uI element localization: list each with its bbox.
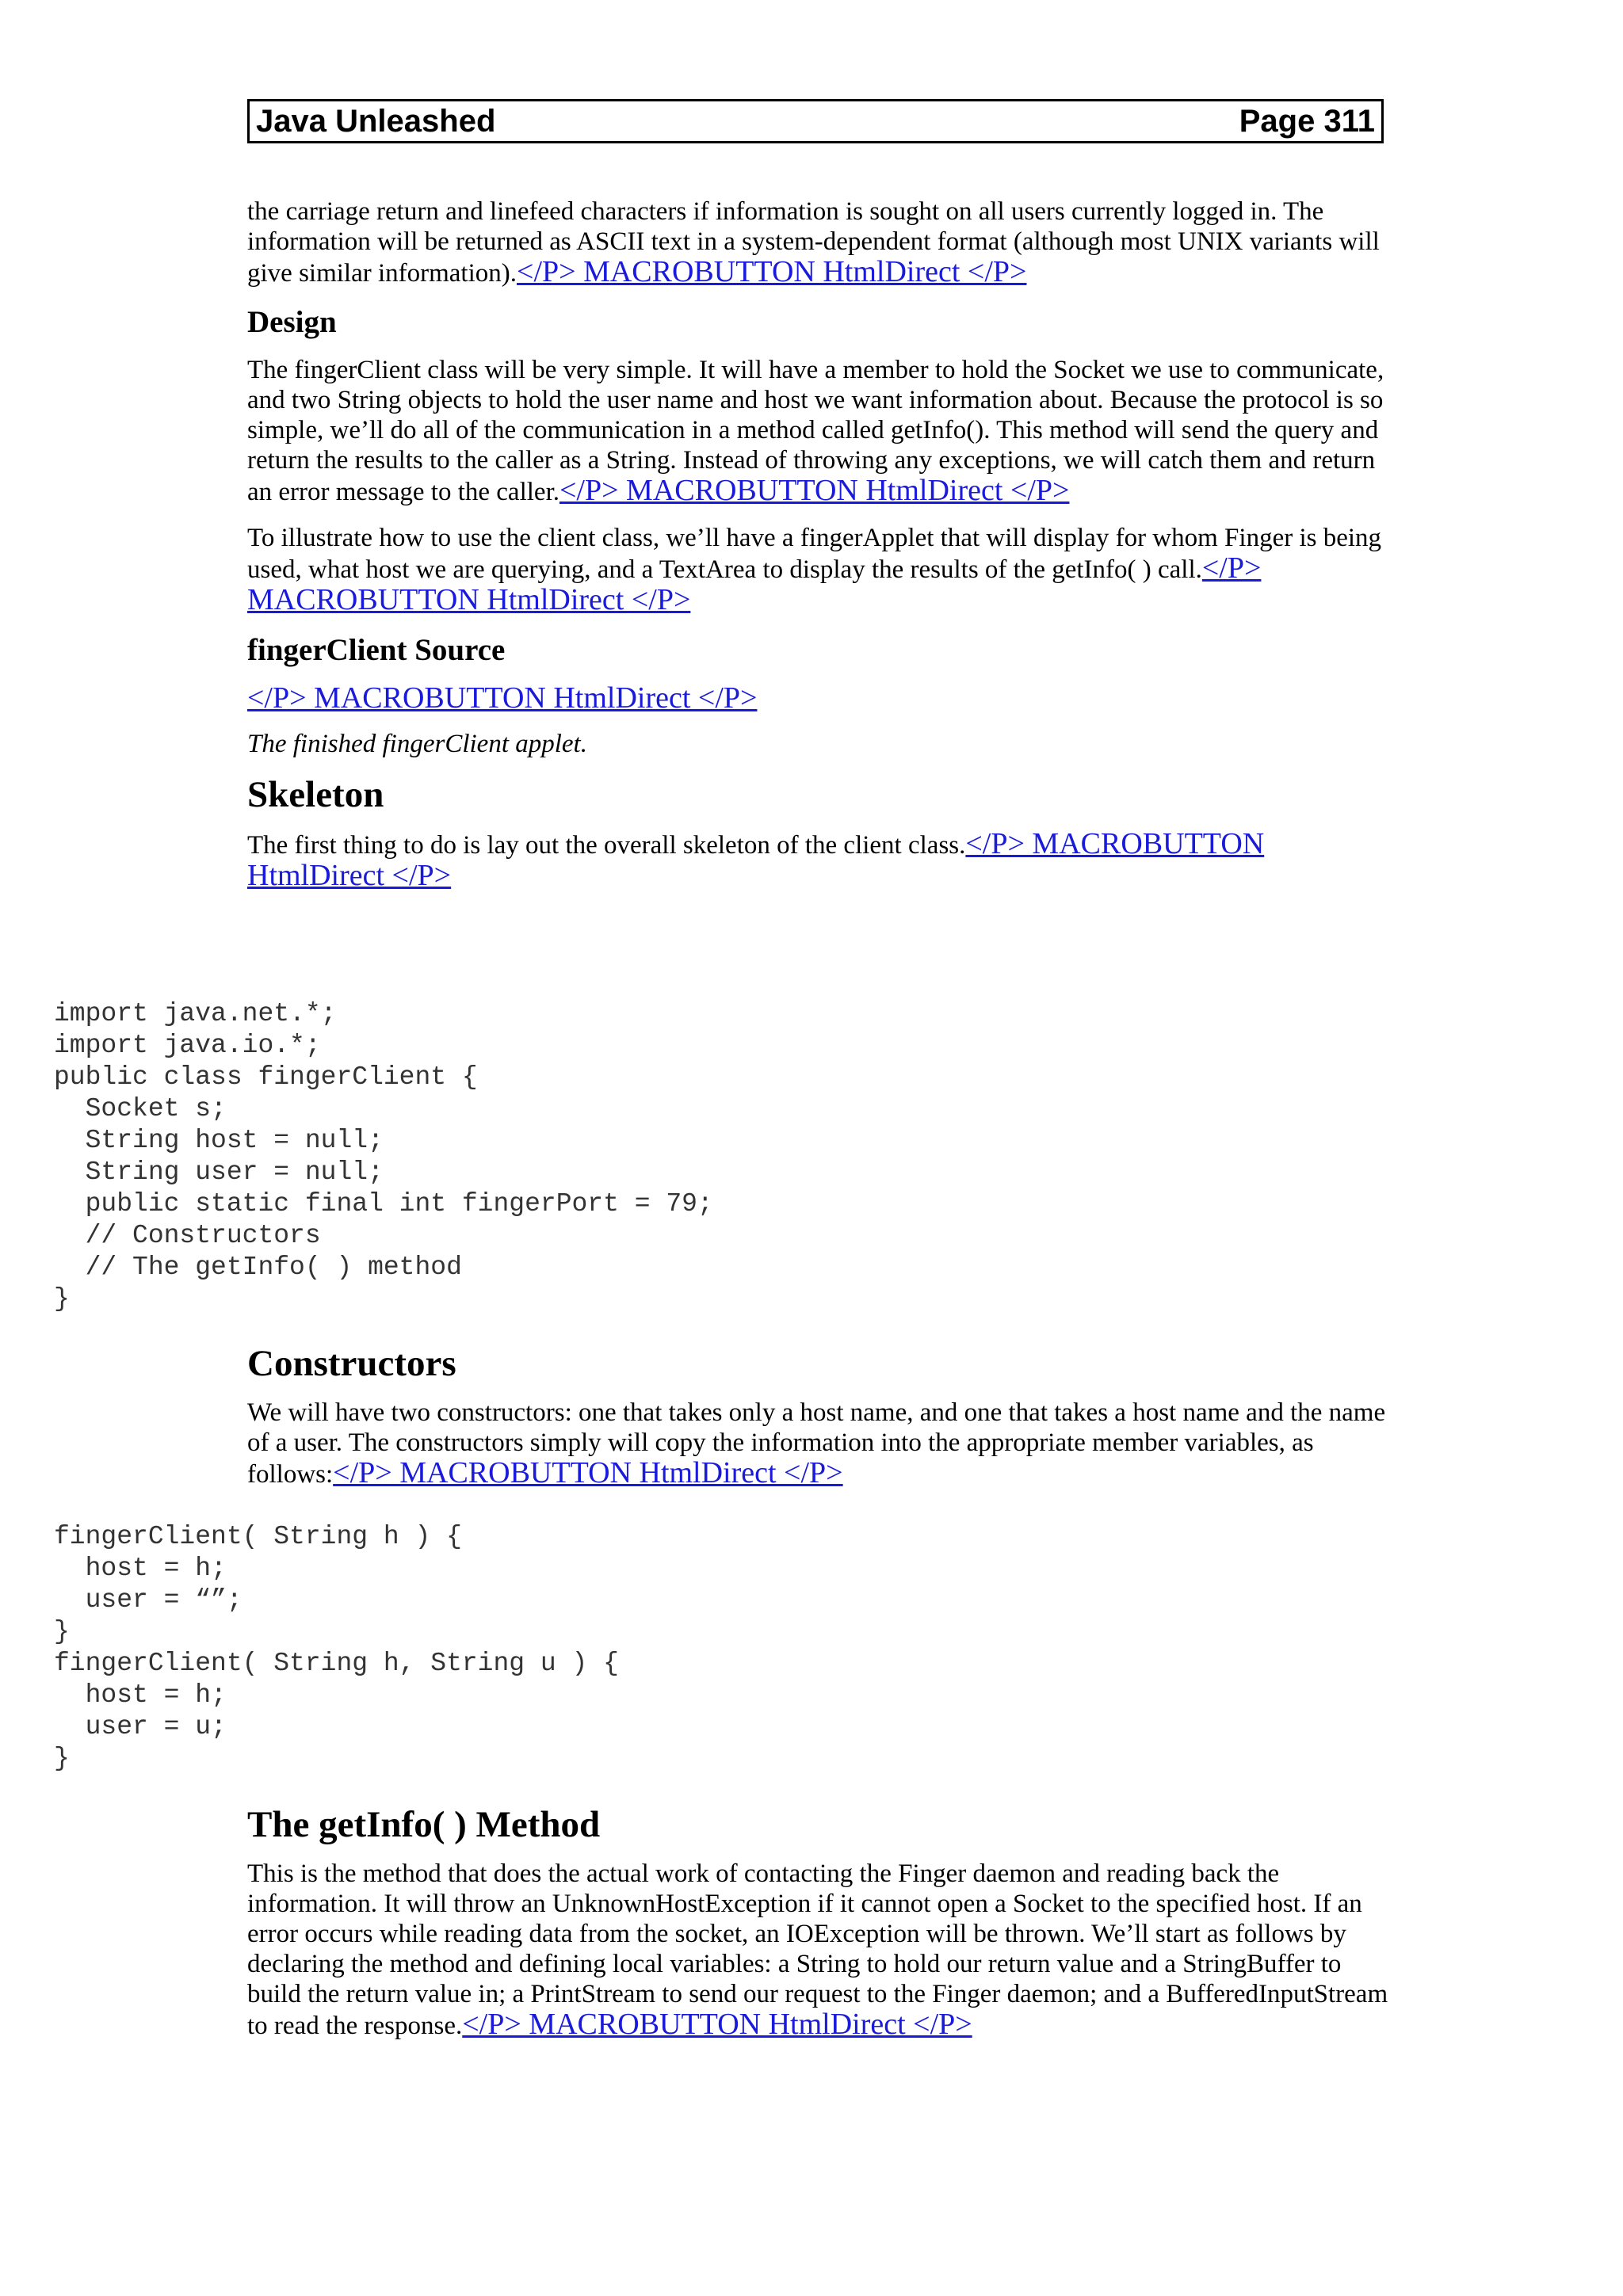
heading-skeleton: Skeleton [247,774,384,815]
macrobutton-link[interactable]: </P> MACROBUTTON HtmlDirect </P> [247,551,1262,616]
paragraph-design: The fingerClient class will be very simple. It will have a member to hold the Socket we use to communicate, and two String objects to hold the user name and host we want information about. Because the protocol is so simple, we’ll do all of the communication in a method called getInfo(). This method will send the query and return the results to the caller as a String. Instead of throwing any exceptions, we will catch them and return an error message to the caller.</P> MACROBUTTON HtmlDirect </P> [247,356,1384,507]
figure-caption: The finished fingerClient applet. [247,730,587,758]
code-skeleton: import java.net.*; import java.io.*; public class fingerClient { Socket s; String host = null; String user = null; public static final int fingerPort = 79; // Constructors // The getInfo( ) method } [54,999,713,1314]
macrobutton-link[interactable]: </P> MACROBUTTON HtmlDirect </P> [517,255,1027,288]
constructors-section [247,1342,1388,1505]
getinfo-section [247,1803,1388,2057]
macrobutton-link[interactable]: </P> MACROBUTTON HtmlDirect </P> [247,827,1265,892]
macrobutton-link[interactable]: </P> MACROBUTTON HtmlDirect </P> [333,1456,843,1489]
macrobutton-link[interactable]: </P> MACROBUTTON HtmlDirect </P> [462,2008,972,2041]
page-header [247,99,1384,143]
macrobutton-link[interactable]: </P> MACROBUTTON HtmlDirect </P> [559,474,1070,507]
paragraph-getinfo: This is the method that does the actual work of contacting the Finger daemon and reading back the information. It will throw an UnknownHostException if it cannot open a Socket to the specified host. If an error occurs while reading data from the socket, an IOException will be thrown. We’ll start as follows by declaring the method and defining local variables: a String to hold our return value and a StringBuffer to build the return value in; a PrintStream to send our request to the Finger daemon; and a BufferedInputStream to read the response.</P> MACROBUTTON HtmlDirect </P> [247,1859,1388,2041]
heading-fingerclient-source: fingerClient Source [247,633,506,667]
paragraph-intro: the carriage return and linefeed characters if information is sought on all users currently logged in. The information will be returned as ASCII text in a system-dependent format (although most UNIX variants will give similar information).</P> MACROBUTTON HtmlDirect </P> [247,197,1380,288]
macrobutton-link[interactable]: </P> MACROBUTTON HtmlDirect </P> [247,681,758,715]
book-title: Java Unleashed [256,103,496,139]
paragraph-constructors: We will have two constructors: one that takes only a host name, and one that takes a host name and the name of a user. The constructors simply will copy the information into the appropriate member variables, as follows:</P> MACROBUTTON HtmlDirect </P> [247,1398,1386,1489]
heading-getinfo: The getInfo( ) Method [247,1804,601,1845]
paragraph-skeleton: The first thing to do is lay out the overall skeleton of the client class.</P> MACROBUTTON HtmlDirect </P> [247,827,1265,892]
page-number: Page 311 [1239,103,1375,139]
heading-constructors: Constructors [247,1343,456,1384]
paragraph-applet: To illustrate how to use the client class, we’ll have a fingerApplet that will display for whom Finger is being used, what host we are querying, and a TextArea to display the results of the getInfo( ) call.</P> MACROBUTTON HtmlDirect </P> [247,524,1382,616]
page-body [247,196,1388,905]
code-constructors: fingerClient( String h ) { host = h; user = “”; } fingerClient( String h, String u ) { host = h; user = u; } [54,1522,619,1773]
paragraph-source-link [247,683,1388,715]
heading-design: Design [247,305,337,339]
